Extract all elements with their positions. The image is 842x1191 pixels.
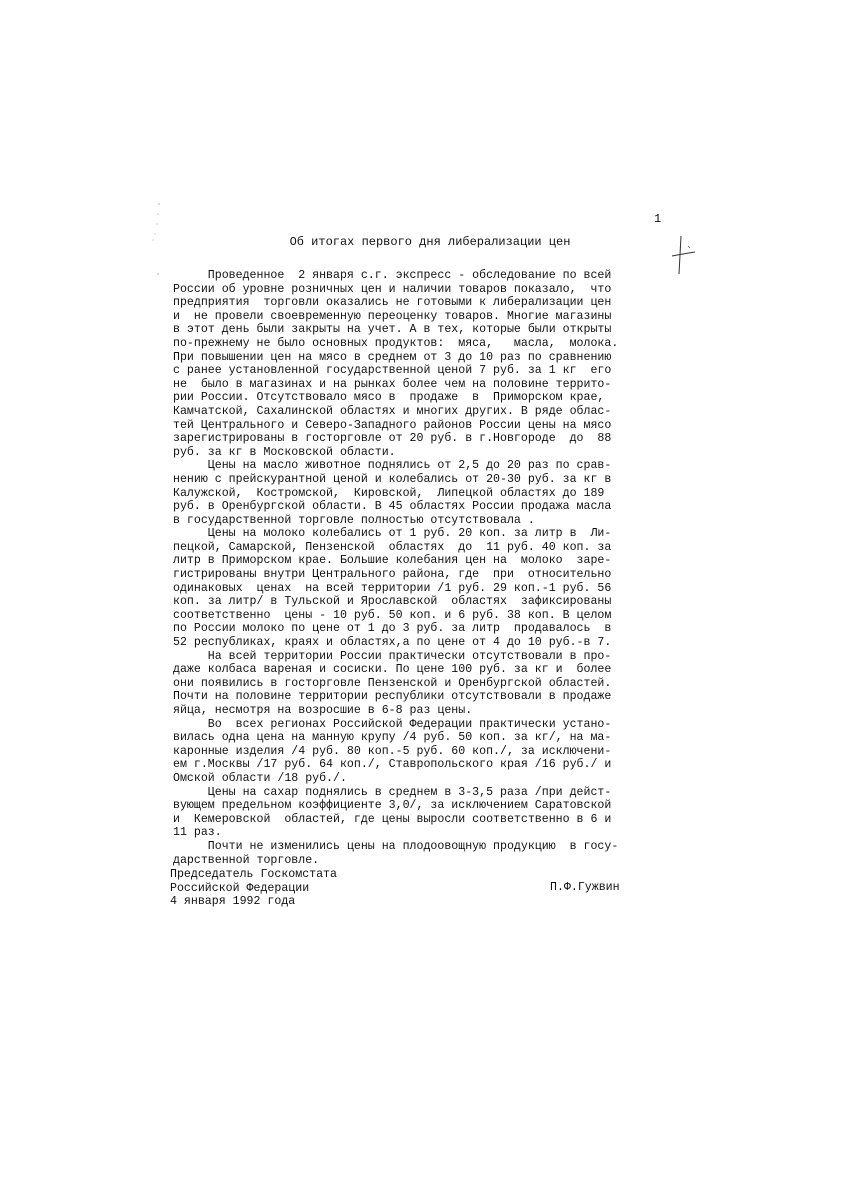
text-line: нению с прейскурантной ценой и колебались от 20-30 руб. за кг в xyxy=(173,472,612,486)
text-line: одинаковых ценах на всей территории /1 руб. 29 коп.-1 руб. 56 xyxy=(173,581,612,595)
text-line: вилась одна цена на манную крупу /4 руб. 50 коп. за кг/, на ма- xyxy=(173,731,612,745)
text-line: рии России. Отсутствовало мясо в продаже в Приморском крае, xyxy=(173,391,605,405)
text-line: коп. за литр/ в Тульской и Ярославской областях зафиксированы xyxy=(173,595,612,609)
text-line: тей Центрального и Северо-Западного районов России цены на мясо xyxy=(173,418,612,432)
text-line: и не провели своевременную переоценку товаров. Многие магазины xyxy=(173,309,612,323)
text-line: с ранее установленной государственной ценой 7 руб. за 1 кг его xyxy=(173,364,612,378)
text-line: зарегистрированы в госторговле от 20 руб. в г.Новгороде до 88 xyxy=(173,432,612,446)
text-line: даже колбаса вареная и сосиски. По цене 100 руб. за кг и более xyxy=(173,663,612,677)
signer-position-line2: Российской Федерации xyxy=(170,881,310,895)
text-line: Проведенное 2 января с.г. экспресс - обследование по всей xyxy=(173,269,612,282)
text-line: в этот день были закрыты на учет. А в тех, которые были открыты xyxy=(173,323,612,337)
text-line: Цены на молоко колебались от 1 руб. 20 коп. за литр в Ли- xyxy=(173,527,612,541)
text-line: яйца, несмотря на возросшие в 6-8 раз цены. xyxy=(173,704,473,717)
text-line: 52 республиках, краях и областях,а по цене от 4 до 10 руб.-в 7. xyxy=(173,636,612,650)
text-line: Цены на масло животное поднялись от 2,5 до 20 раз по срав- xyxy=(173,459,612,473)
text-line: дарственной торговле. xyxy=(173,853,320,867)
text-line: литр в Приморском крае. Большие колебания цен на молоко заре- xyxy=(173,554,612,568)
text-line: в государственной торговле полностью отсутствовала . xyxy=(173,513,535,527)
text-line: гистрированы внутри Центрального района, где при относительно xyxy=(173,568,612,582)
text-line: Почти не изменились цены на плодоовощную продукцию в госу- xyxy=(173,839,619,853)
text-line: руб. в Оренбургской области. В 45 областях России продажа масла xyxy=(173,500,612,514)
document-date: 4 января 1992 года xyxy=(170,895,296,909)
text-line: Во всех регионах Российской Федерации практически устано- xyxy=(173,717,612,731)
text-line: не было в магазинах и на рынках более чем на половине террито- xyxy=(173,377,612,391)
text-line: Камчатской, Сахалинской областях и многих других. В ряде облас- xyxy=(173,404,612,418)
text-line: каронные изделия /4 руб. 80 коп.-5 руб. 60 коп./, за исключени- xyxy=(173,744,612,758)
text-line: по России молоко по цене от 1 до 3 руб. за литр продавалось в xyxy=(173,622,612,636)
text-line: по-прежнему не было основных продуктов: мяса, масла, молока. xyxy=(173,336,619,350)
text-line: На всей территории России практически отсутствовали в про- xyxy=(173,649,612,663)
text-line: При повышении цен на мясо в среднем от 3 до 10 раз по сравнению xyxy=(173,350,612,364)
signature-block xyxy=(170,868,337,909)
text-line: они появились в госторговле Пензенской и Оренбургской областей. xyxy=(173,676,612,690)
text-line: вующем предельном коэффициенте 3,0/, за исключением Саратовской xyxy=(173,799,612,813)
signer-position-line1: Председатель Госкомстата xyxy=(170,868,337,881)
text-line: Омской области /18 руб./. xyxy=(173,771,347,785)
signer-name: П.Ф.Гужвин xyxy=(550,881,620,894)
page-number: 1 xyxy=(654,212,662,226)
text-line: и Кемеровской областей, где цены выросли соответственно в 6 и xyxy=(173,812,612,826)
text-line: пецкой, Самарской, Пензенской областях до 11 руб. 40 коп. за xyxy=(173,540,612,554)
text-line: соответственно цены - 10 руб. 50 коп. и 6 руб. 38 коп. В целом xyxy=(173,608,612,622)
text-line: 11 раз. xyxy=(173,826,222,840)
text-line: предприятия торговли оказались не готовыми к либерализации цен xyxy=(173,296,612,310)
document-body xyxy=(173,269,643,867)
document-title: Об итогах первого дня либерализации цен xyxy=(289,235,571,249)
text-line: ем г.Москвы /17 руб. 64 коп./, Ставропольского края /16 руб./ и xyxy=(173,758,612,772)
text-line: России об уровне розничных цен и наличии товаров показало, что xyxy=(173,282,612,296)
text-line: Почти на половине территории республики отсутствовали в продаже xyxy=(173,690,612,704)
text-line: Цены на сахар поднялись в среднем в 3-3,5 раза /при дейст- xyxy=(173,785,612,799)
text-line: Калужской, Костромской, Кировской, Липецкой областях до 189 xyxy=(173,486,605,500)
text-line: руб. за кг в Московской области. xyxy=(173,445,396,459)
